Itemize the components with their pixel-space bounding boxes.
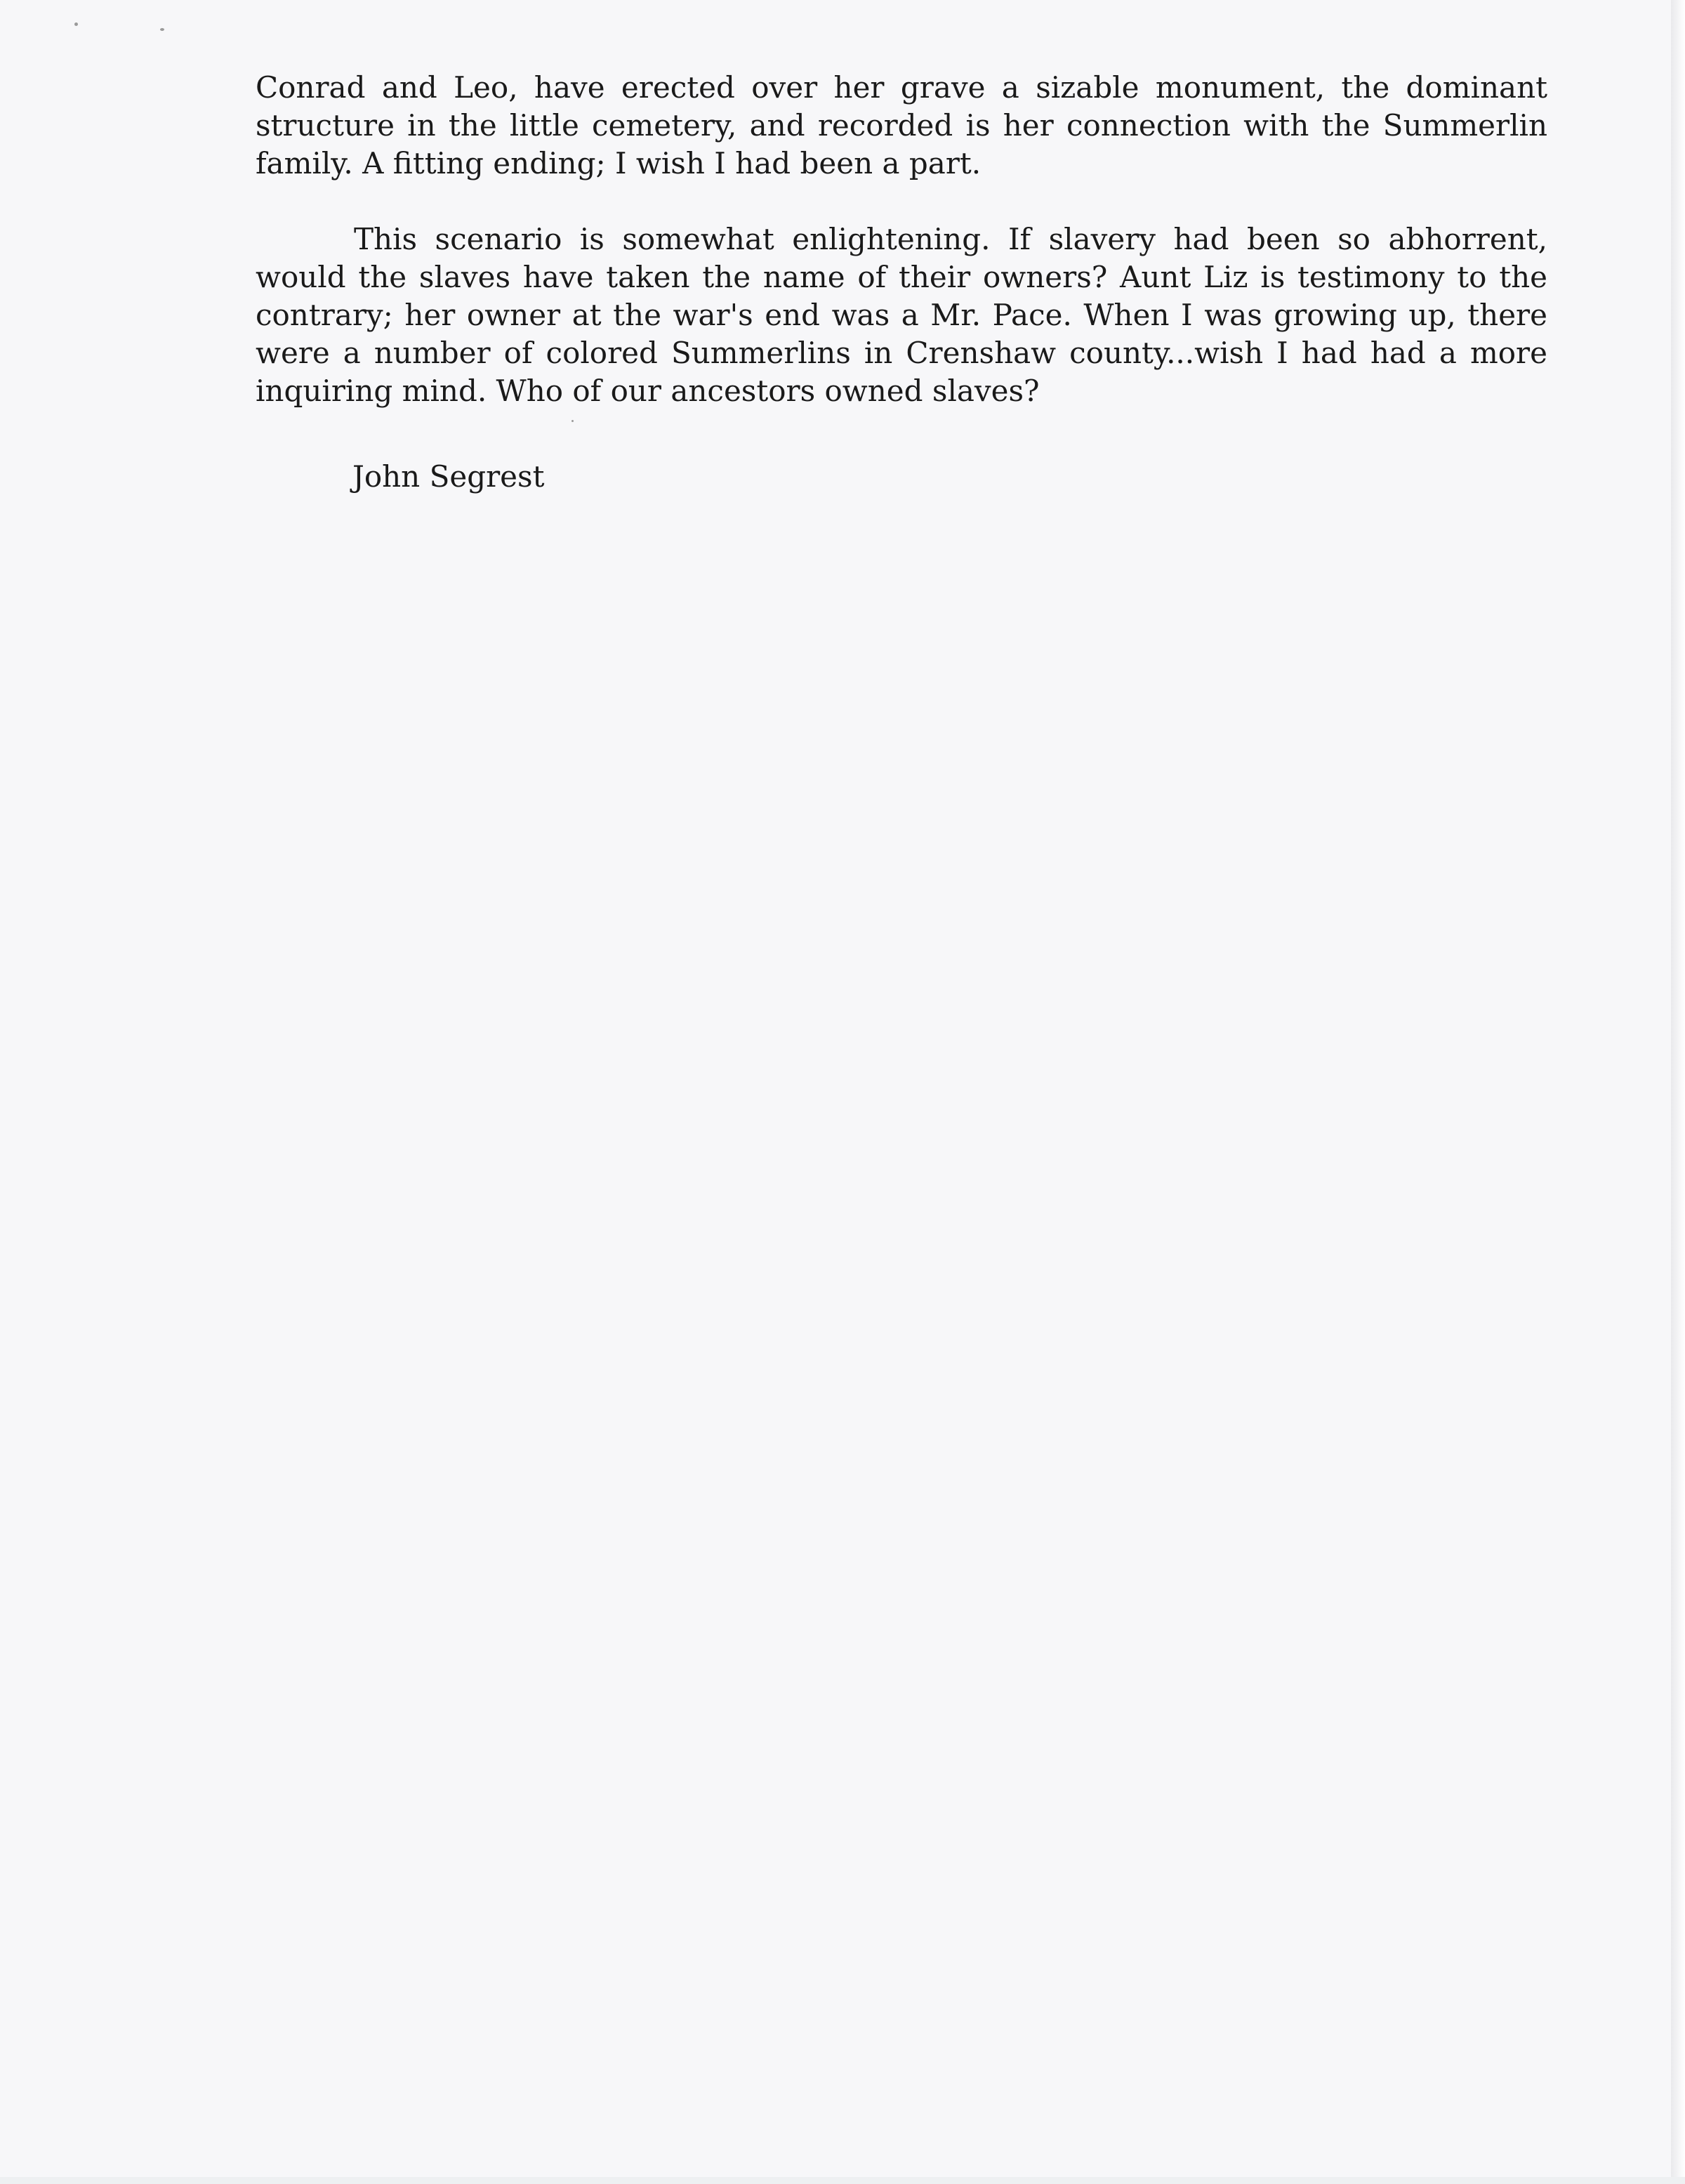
text-line: inquiring mind. Who of our ancestors owned slaves?	[256, 374, 1040, 408]
page-edge-shadow	[1671, 0, 1685, 2184]
text-line: Conrad and Leo, have erected over her grave a sizable monument, the dominant	[256, 70, 1547, 105]
paragraph-1	[256, 69, 1547, 183]
paper-speck	[571, 420, 574, 422]
text-line: were a number of colored Summerlins in Crenshaw county...wish I had had a more	[256, 336, 1547, 370]
text-line: would the slaves have taken the name of their owners? Aunt Liz is testimony to the	[256, 260, 1547, 294]
text-line: contrary; her owner at the war's end was a Mr. Pace. When I was growing up, there	[256, 298, 1547, 332]
paper-speck	[74, 22, 78, 26]
paper-speck	[160, 28, 164, 31]
text-line: family. A fitting ending; I wish I had been a part.	[256, 146, 982, 180]
page-bottom-edge	[0, 2177, 1685, 2184]
signature: John Segrest	[352, 459, 545, 494]
text-line: structure in the little cemetery, and recorded is her connection with the Summerlin	[256, 108, 1547, 143]
text-line: This scenario is somewhat enlightening. If slavery had been so abhorrent,	[354, 222, 1547, 256]
paragraph-2	[256, 221, 1547, 410]
body-text	[256, 69, 1547, 410]
